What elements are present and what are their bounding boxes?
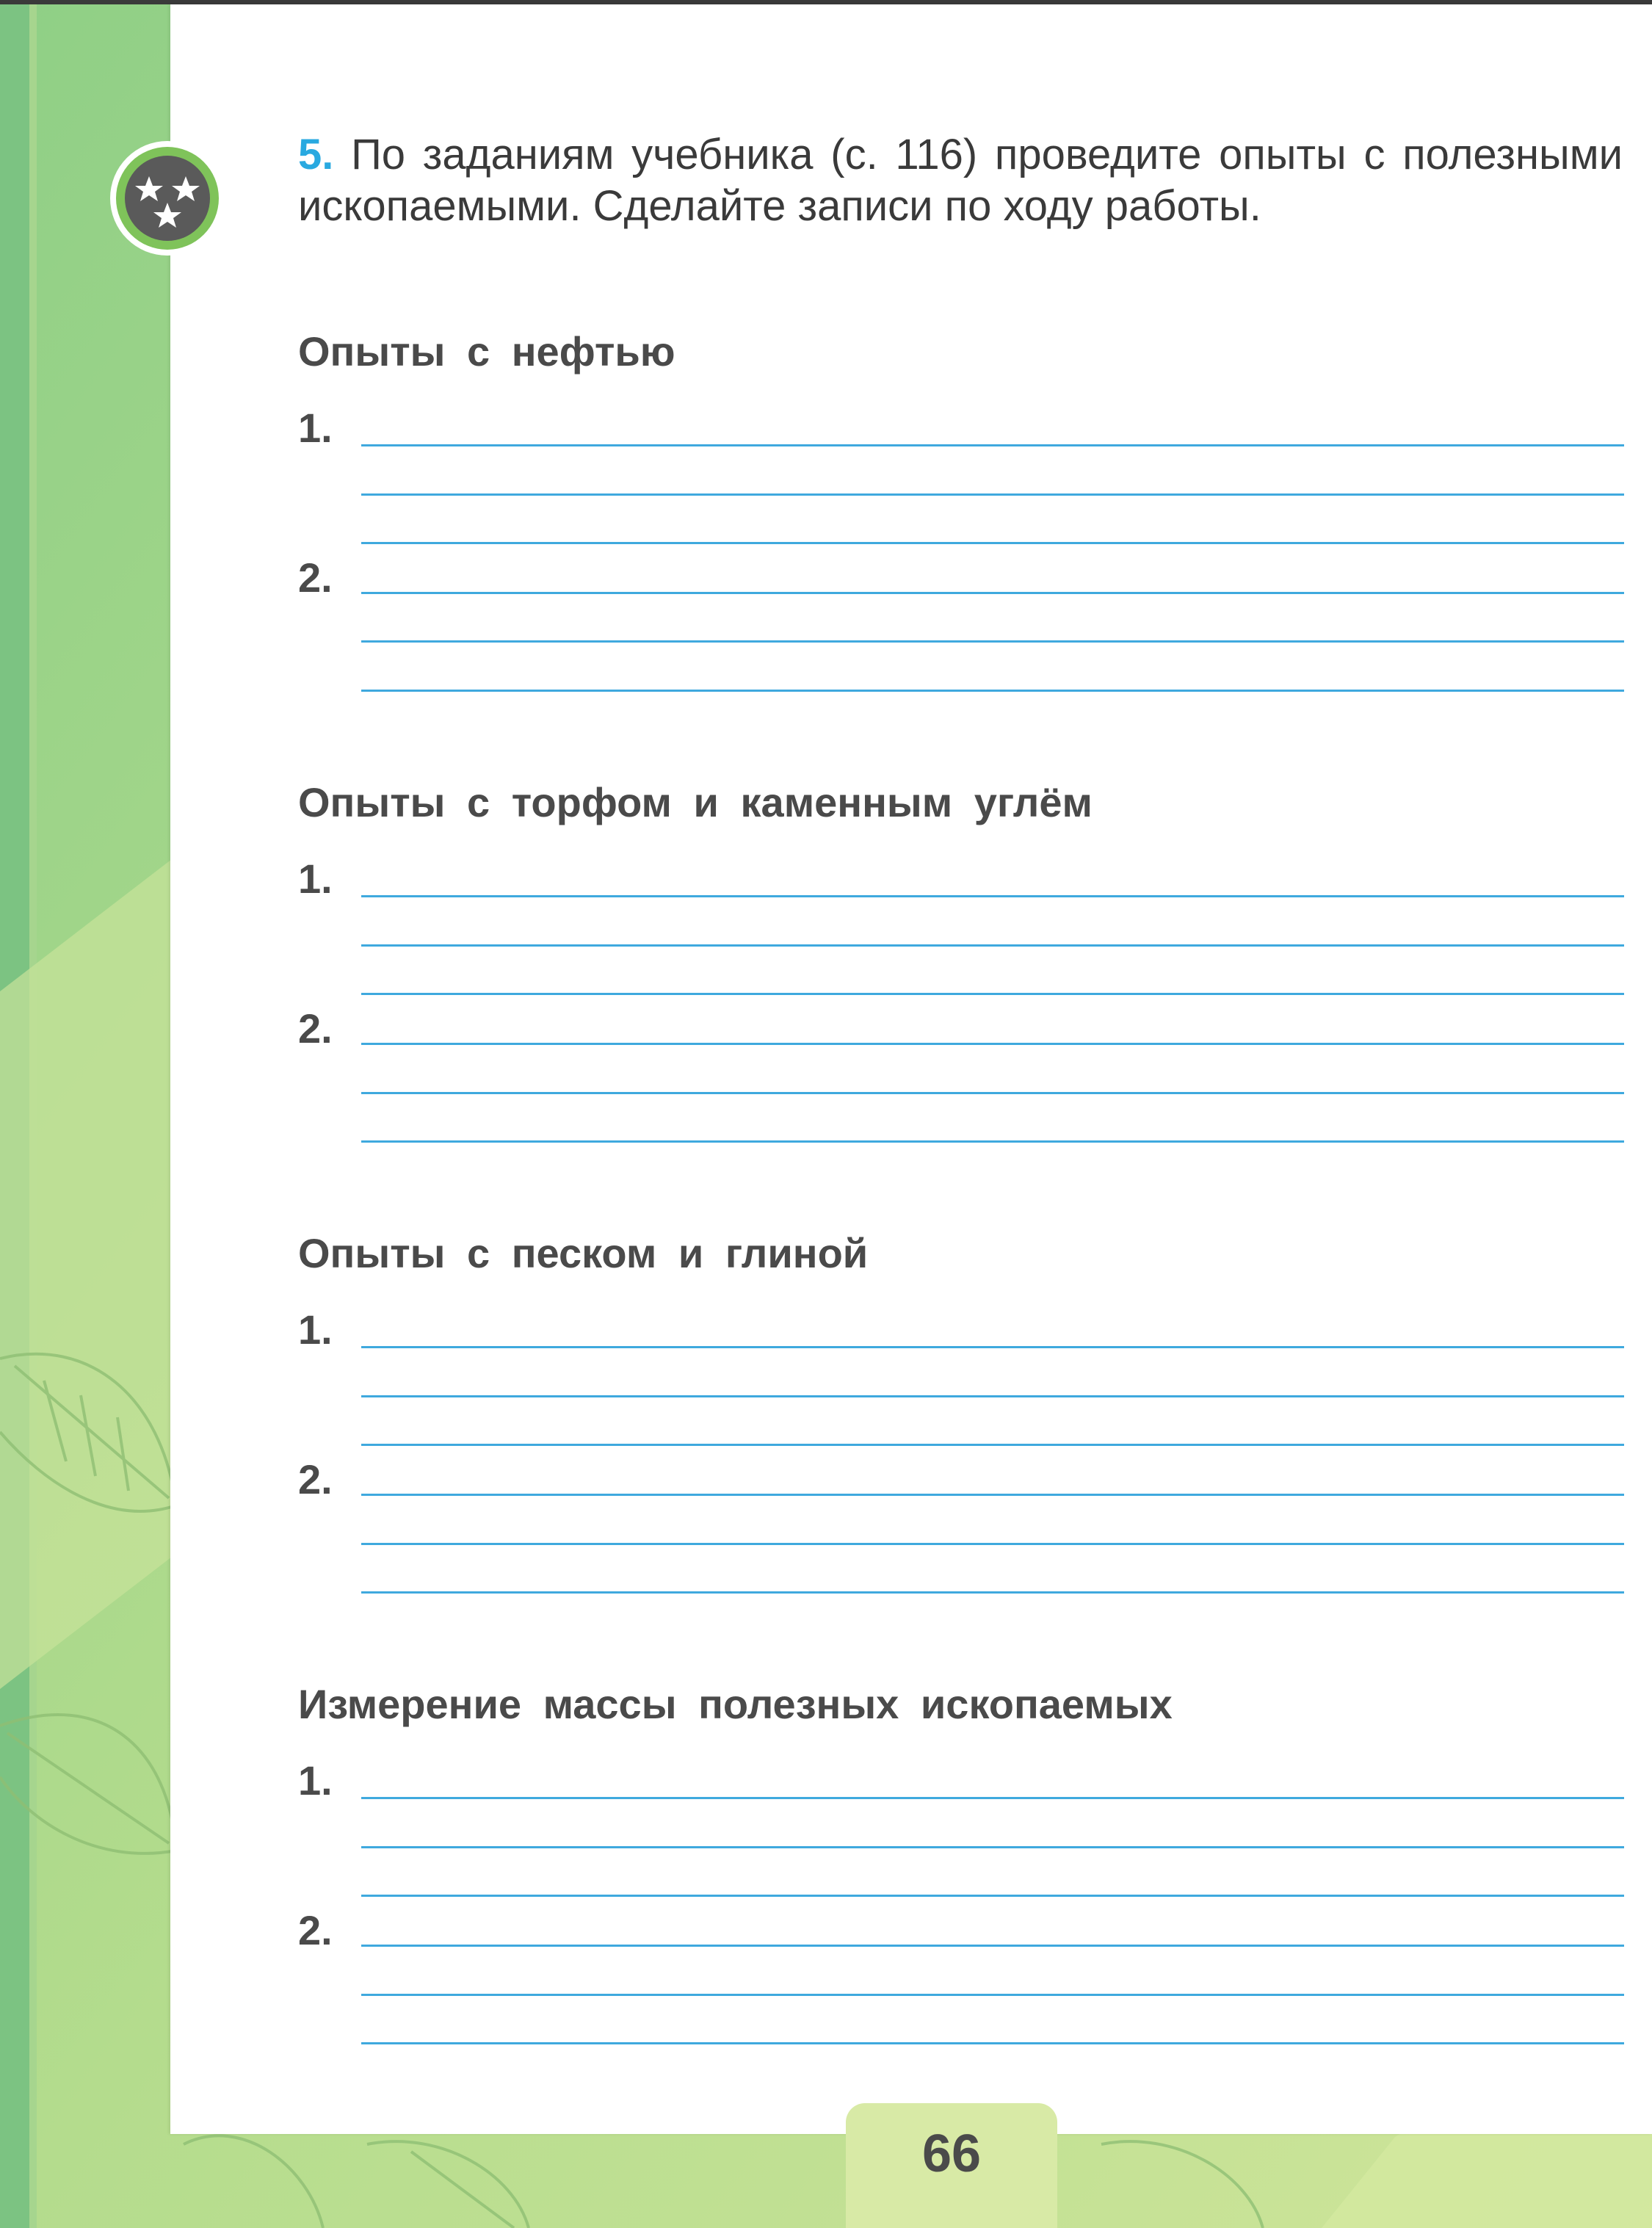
- item-number: 1.: [298, 856, 333, 902]
- section-heading-mass-measurement: Измерение массы полезных ископаемых: [298, 1681, 1173, 1727]
- task-number: 5.: [298, 131, 334, 178]
- answer-line[interactable]: [361, 640, 1624, 643]
- workbook-page: [170, 4, 1652, 2134]
- item-number: 2.: [298, 1005, 333, 1052]
- answer-line[interactable]: [361, 542, 1624, 544]
- item-number: 1.: [298, 1306, 333, 1353]
- answer-line[interactable]: [361, 444, 1624, 446]
- section-heading-sand-clay: Опыты с песком и глиной: [298, 1230, 869, 1276]
- section-heading-peat-coal: Опыты с торфом и каменным углём: [298, 779, 1093, 825]
- answer-line[interactable]: [361, 1895, 1624, 1897]
- answer-line[interactable]: [361, 1945, 1624, 1947]
- answer-line[interactable]: [361, 1395, 1624, 1397]
- answer-line[interactable]: [361, 1797, 1624, 1799]
- answer-line[interactable]: [361, 1444, 1624, 1446]
- three-stars-icon: [109, 140, 226, 257]
- answer-line[interactable]: [361, 1043, 1624, 1045]
- answer-line[interactable]: [361, 1140, 1624, 1143]
- answer-line[interactable]: [361, 1092, 1624, 1094]
- answer-line[interactable]: [361, 993, 1624, 995]
- answer-line[interactable]: [361, 895, 1624, 897]
- answer-line[interactable]: [361, 1543, 1624, 1545]
- task-text: По заданиям учебника (с. 116) проведите опыты с полезными ископаемыми. Сделайте записи по ходу работы.: [298, 131, 1623, 230]
- task-statement: [298, 129, 1623, 232]
- answer-line[interactable]: [361, 1494, 1624, 1496]
- answer-line[interactable]: [361, 493, 1624, 496]
- answer-line[interactable]: [361, 592, 1624, 594]
- answer-line[interactable]: [361, 1846, 1624, 1848]
- answer-line[interactable]: [361, 1346, 1624, 1348]
- item-number: 2.: [298, 1456, 333, 1502]
- page-number: 66: [921, 2124, 982, 2183]
- answer-line[interactable]: [361, 1591, 1624, 1594]
- answer-line[interactable]: [361, 2042, 1624, 2044]
- item-number: 1.: [298, 405, 333, 451]
- section-heading-oil: Опыты с нефтью: [298, 328, 675, 375]
- answer-line[interactable]: [361, 944, 1624, 947]
- answer-line[interactable]: [361, 1994, 1624, 1996]
- item-number: 2.: [298, 1907, 333, 1953]
- item-number: 1.: [298, 1757, 333, 1804]
- item-number: 2.: [298, 554, 333, 601]
- answer-line[interactable]: [361, 690, 1624, 692]
